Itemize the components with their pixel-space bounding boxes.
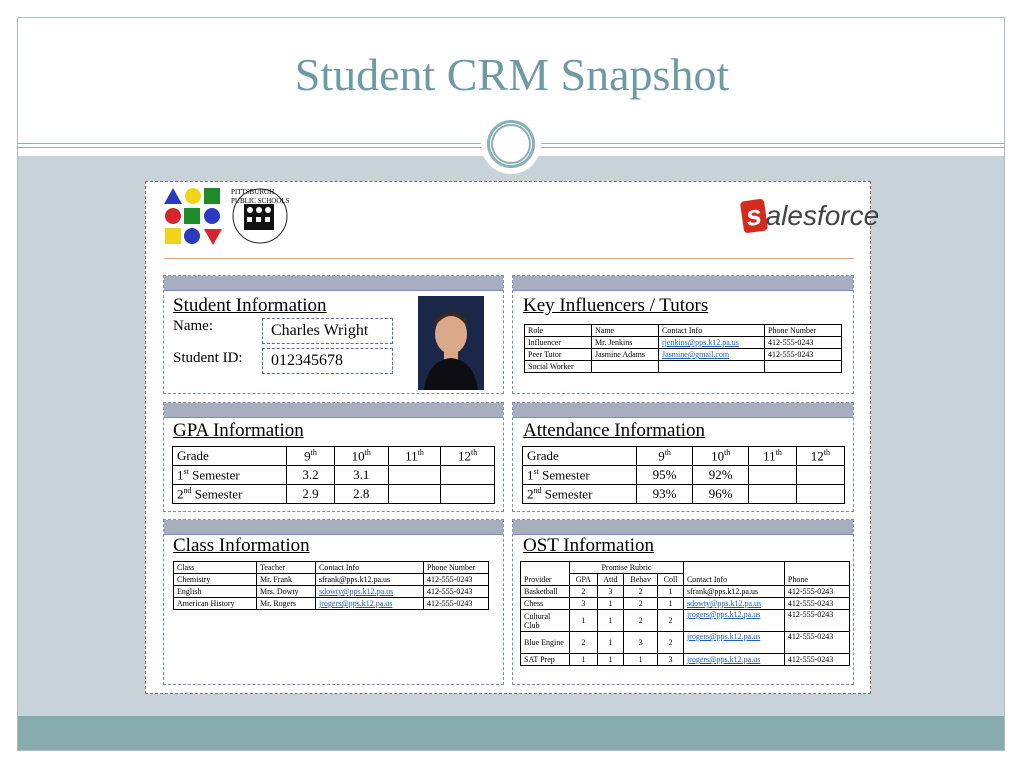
table-header-cell: Class: [174, 562, 257, 574]
table-cell: 2.8: [334, 485, 388, 504]
grade-label: Grade: [173, 447, 287, 466]
semester-label: 1st Semester: [523, 466, 637, 485]
table-cell: [796, 485, 844, 504]
table-cell: 3: [597, 586, 623, 598]
email-link[interactable]: jrogers@pps.k12.pa.us: [316, 598, 424, 610]
table-header-cell: Provider: [521, 574, 570, 586]
table-cell: 2: [624, 610, 658, 632]
table-cell: Mr. Jenkins: [592, 337, 659, 349]
table-cell: [441, 466, 495, 485]
table-cell: Mrs. Dowty: [257, 586, 316, 598]
table-cell: 92%: [693, 466, 749, 485]
attendance-heading: Attendance Information: [523, 420, 706, 441]
salesforce-logo-text: alesforce: [765, 200, 880, 231]
name-field[interactable]: Charles Wright: [262, 318, 393, 344]
grade-label: Grade: [523, 447, 637, 466]
table-header-cell: Behav: [624, 574, 658, 586]
table-cell: 2: [624, 598, 658, 610]
table-cell: 3.2: [287, 466, 335, 485]
student-info-heading: Student Information: [173, 295, 327, 316]
salesforce-logo-s: s: [740, 199, 768, 234]
slide-title: Student CRM Snapshot: [294, 49, 730, 100]
ost-heading: OST Information: [523, 535, 655, 556]
table-cell: 1: [570, 610, 598, 632]
table-cell: 1: [597, 632, 623, 654]
table-row: [521, 610, 850, 632]
table-cell: [521, 562, 570, 574]
table-cell: 412-555-0243: [784, 632, 849, 654]
table-cell: Chess: [521, 598, 570, 610]
influencers-heading: Key Influencers / Tutors: [523, 295, 709, 316]
table-header-row: [174, 562, 489, 574]
name-label: Name:: [173, 318, 213, 334]
grade-12-header: 12th: [441, 447, 495, 466]
table-row: [521, 586, 850, 598]
table-header-cell: Contact Info: [659, 325, 765, 337]
table-header-row: [521, 574, 850, 586]
table-row: [174, 574, 489, 586]
email-link[interactable]: rjenkins@pps.k12.pa.us: [659, 337, 765, 349]
email-link[interactable]: jrogers@pps.k12.pa.us: [683, 632, 784, 654]
grade-11-header: 11th: [749, 447, 796, 466]
table-cell: [765, 361, 842, 373]
table-cell: Mr. Frank: [257, 574, 316, 586]
table-cell: 3: [570, 598, 598, 610]
table-cell: 1: [658, 586, 684, 598]
grade-11-header: 11th: [388, 447, 441, 466]
table-header-cell: Coll: [658, 574, 684, 586]
table-header-cell: Teacher: [257, 562, 316, 574]
table-row: [173, 485, 495, 504]
table-row: [525, 337, 842, 349]
table-cell: sfrank@pps.k12.pa.us: [316, 574, 424, 586]
email-link[interactable]: sdowty@pps.k12.pa.us: [316, 586, 424, 598]
table-cell: 1: [597, 654, 623, 666]
table-cell: 1: [597, 598, 623, 610]
attendance-table: [522, 446, 845, 504]
table-header-cell: Role: [525, 325, 592, 337]
table-cell: 95%: [637, 466, 693, 485]
grade-9-header: 9th: [637, 447, 693, 466]
table-cell: [749, 466, 796, 485]
table-cell: 3: [624, 632, 658, 654]
table-row: [173, 466, 495, 485]
grade-10-header: 10th: [334, 447, 388, 466]
table-cell: 412-555-0243: [424, 598, 489, 610]
gpa-table: [172, 446, 495, 504]
footer-band: [18, 716, 1004, 750]
table-cell: Basketball: [521, 586, 570, 598]
table-cell: 3: [658, 654, 684, 666]
table-cell: 1: [624, 654, 658, 666]
table-row: [523, 485, 845, 504]
table-cell: [441, 485, 495, 504]
semester-label: 2nd Semester: [173, 485, 287, 504]
table-cell: 2: [570, 586, 598, 598]
influencers-table: [524, 324, 842, 373]
table-header-cell: Contact Info: [316, 562, 424, 574]
table-cell: 412-555-0243: [765, 337, 842, 349]
table-header-row: [523, 447, 845, 466]
table-cell: 412-555-0243: [424, 574, 489, 586]
table-cell: 3.1: [334, 466, 388, 485]
table-cell: SAT Prep: [521, 654, 570, 666]
class-info-heading: Class Information: [173, 535, 310, 556]
student-id-field[interactable]: 012345678: [262, 348, 393, 374]
table-row: [521, 654, 850, 666]
grade-12-header: 12th: [796, 447, 844, 466]
table-header-cell: Contact Info: [683, 574, 784, 586]
table-cell: Mr. Rogers: [257, 598, 316, 610]
email-link[interactable]: Jasmine@gmail.com: [659, 349, 765, 361]
table-header-row: [521, 562, 850, 574]
ost-table: [520, 561, 850, 666]
table-header-cell: Name: [592, 325, 659, 337]
pps-logo-text: PITTSBURGH PUBLIC SCHOOLS: [231, 188, 290, 205]
table-header-cell: Attd: [597, 574, 623, 586]
table-cell: Blue Engine: [521, 632, 570, 654]
table-cell: [796, 466, 844, 485]
table-cell: 412-555-0243: [765, 349, 842, 361]
table-header-cell: Phone: [784, 574, 849, 586]
table-cell: 412-555-0243: [784, 586, 849, 598]
table-header-cell: GPA: [570, 574, 598, 586]
table-cell: [388, 466, 441, 485]
ring-inner-icon: [491, 124, 531, 164]
table-cell: Cultural Club: [521, 610, 570, 632]
table-header-cell: Phone Number: [424, 562, 489, 574]
class-table: [173, 561, 489, 610]
table-cell: 2: [624, 586, 658, 598]
table-row: [525, 361, 842, 373]
table-cell: [749, 485, 796, 504]
student-photo: [418, 296, 484, 390]
table-cell: [784, 562, 849, 574]
table-cell: 412-555-0243: [784, 654, 849, 666]
table-row: [174, 586, 489, 598]
table-cell: 96%: [693, 485, 749, 504]
table-cell: 1: [570, 654, 598, 666]
promise-rubric-header: Promise Rubric: [570, 562, 684, 574]
semester-label: 1st Semester: [173, 466, 287, 485]
student-id-label: Student ID:: [173, 350, 243, 366]
table-cell: [683, 562, 784, 574]
table-cell: 2.9: [287, 485, 335, 504]
table-cell: Social Worker: [525, 361, 592, 373]
table-cell: Jasmine Adams: [592, 349, 659, 361]
table-row: [174, 598, 489, 610]
table-header-row: [525, 325, 842, 337]
grade-10-header: 10th: [693, 447, 749, 466]
table-row: [521, 598, 850, 610]
table-row: [521, 632, 850, 654]
table-cell: Peer Tutor: [525, 349, 592, 361]
table-cell: 412-555-0243: [424, 586, 489, 598]
email-link[interactable]: sdowty@pps.k12.pa.us: [683, 598, 784, 610]
table-cell: American History: [174, 598, 257, 610]
semester-label: 2nd Semester: [523, 485, 637, 504]
gpa-heading: GPA Information: [173, 420, 304, 441]
table-cell: 2: [658, 610, 684, 632]
grade-9-header: 9th: [287, 447, 335, 466]
email-link[interactable]: jrogers@pps.k12.pa.us: [683, 654, 784, 666]
email-link[interactable]: jrogers@pps.k12.pa.us: [683, 610, 784, 632]
table-cell: 2: [570, 632, 598, 654]
salesforce-logo: [742, 200, 879, 232]
header-divider: [164, 258, 854, 259]
table-cell: Influencer: [525, 337, 592, 349]
table-cell: 93%: [637, 485, 693, 504]
table-cell: sfrank@pps.k12.pa.us: [683, 586, 784, 598]
table-cell: Chemistry: [174, 574, 257, 586]
table-cell: 1: [658, 598, 684, 610]
table-cell: 2: [658, 632, 684, 654]
table-cell: [592, 361, 659, 373]
table-cell: [388, 485, 441, 504]
table-cell: 412-555-0243: [784, 598, 849, 610]
table-cell: English: [174, 586, 257, 598]
table-header-row: [173, 447, 495, 466]
table-row: [523, 466, 845, 485]
table-header-cell: Phone Number: [765, 325, 842, 337]
table-row: [525, 349, 842, 361]
table-cell: 1: [597, 610, 623, 632]
table-cell: 412-555-0243: [784, 610, 849, 632]
table-cell: [659, 361, 765, 373]
